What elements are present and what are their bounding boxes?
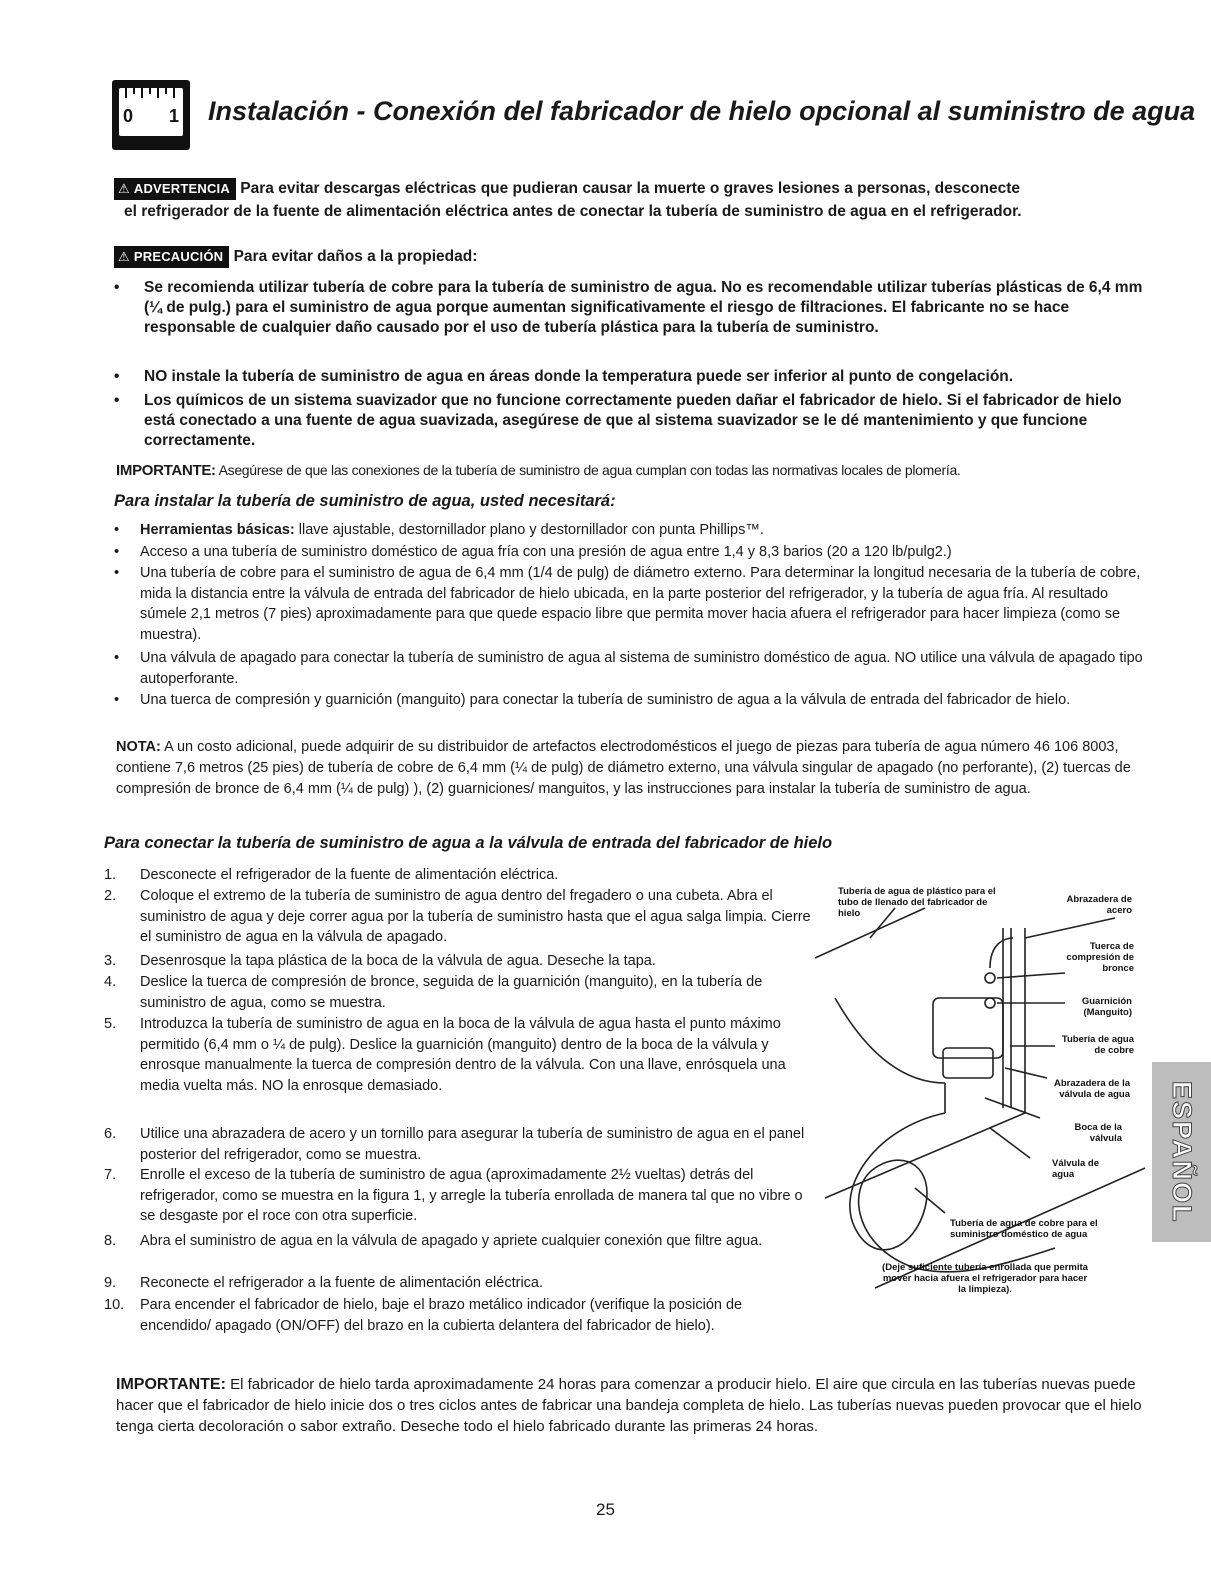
step-item: 9. Reconecte el refrigerador a la fuente de alimentación eléctrica. — [104, 1275, 544, 1291]
section-heading-materials: Para instalar la tubería de suministro de agua, usted necesitará: — [114, 492, 616, 510]
diagram-label-copper-tube: Tubería de agua de cobre — [1061, 1034, 1134, 1056]
diagram-label-house-supply: Tubería de agua de cobre para el suministro doméstico de agua — [950, 1218, 1098, 1240]
step-item: 4. Deslice la tuerca de compresión de bronce, seguida de la guarnición (manguito), en la tubería de suministro de agua, como se muestra. — [104, 974, 763, 1011]
ruler-zero: 0 — [123, 106, 134, 126]
step-item: 1. Desconecte el refrigerador de la fuente de alimentación eléctrica. — [104, 867, 559, 883]
ruler-one: 1 — [169, 106, 180, 126]
step-item: 3. Desenrosque la tapa plástica de la boca de la válvula de agua. Deseche la tapa. — [104, 953, 656, 969]
language-tab — [1152, 1062, 1211, 1242]
step-item: 2. Coloque el extremo de la tubería de suministro de agua dentro del fregadero o una cubeta. Abra el suministro de agua y deje correr agua por la tubería de suministro hasta que el agua salga limpia. Cierre el suministro de agua en la válvula de apagado. — [104, 888, 811, 946]
step-item: 10. Para encender el fabricador de hielo, baje el brazo metálico indicador (verifique la posición de encendido/ apagado (ON/OFF) del brazo en la cubierta delantera del fabricador de hielo). — [104, 1297, 743, 1334]
importante-note-bottom: IMPORTANTE: El fabricador de hielo tarda aproximadamente 24 horas para comenzar a producir hielo. El aire que circula en las tuberías nuevas puede hacer que el fabricador de hielo inicie dos o tres ciclos antes de fabricar una bandeja completa de hielo. Las tuberías nuevas pueden provocar que el hielo tenga cierta decoloración o sabor extraño. Deseche todo el hielo fabricado durante las primeras 24 horas. — [116, 1376, 1142, 1435]
step-item: 6. Utilice una abrazadera de acero y un tornillo para asegurar la tubería de suministro de agua en el panel posterior del refrigerador, como se muestra. — [104, 1126, 805, 1163]
diagram-label-steel-clamp: Abrazadera de acero — [1066, 894, 1132, 916]
nota-block: NOTA: A un costo adicional, puede adquirir de su distribuidor de artefactos electrodomésticos el juego de piezas para tubería de agua número 46 106 8003, contiene 7,6 metros (25 pies) de tubería de cobre de 6,4 mm (¼ de pulg) de diámetro externo, una válvula singular de apagado (no perforante), (2) tuercas de compresión de bronce de 6,4 mm (¼ de pulg) ), (2) guarniciones/ manguitos, y las instrucciones para instalar la tubería de suministro de agua. — [116, 739, 1131, 797]
step-item: 5. Introduzca la tubería de suministro de agua en la boca de la válvula de agua hasta el punto máximo permitido (6,4 mm o ¼ de pulg). Deslice la guarnición (manguito) dentro de la boca de la válvula y enrosque manualmente la tuerca de compresión dentro de la válvula. Con una llave, enrósquela una media vuelta más. NO la enrosque demasiado. — [104, 1016, 786, 1094]
warning-badge: ⚠ ADVERTENCIA — [114, 178, 236, 200]
caution-item: • Los químicos de un sistema suavizador que no funcione correctamente pueden dañar el fabricador de hielo. Si el fabricador de hielo está conectado a una fuente de agua suavizada, asegúrese de que al sistema suavizador se le dé mantenimiento y que funcione correctamente. — [114, 392, 1122, 449]
diagram-label-plastic-tube: Tubería de agua de plástico para el tubo de llenado del fabricador de hielo — [838, 886, 996, 919]
diagram-label-valve-inlet: Boca de la válvula — [1074, 1122, 1122, 1144]
importante-note: IMPORTANTE: Asegúrese de que las conexiones de la tubería de suministro de agua cumplan con todas las normativas locales de plomería. — [116, 462, 961, 479]
caution-item: • NO instale la tubería de suministro de agua en áreas donde la temperatura puede ser inferior al punto de congelación. — [114, 368, 1014, 385]
warning-triangle-icon: ⚠ — [118, 181, 130, 196]
warning-line-2: el refrigerador de la fuente de alimentación eléctrica antes de conectar la tubería de suministro de agua en el refrigerador. — [124, 203, 1022, 220]
step-item: 8. Abra el suministro de agua en la válvula de apagado y apriete cualquier conexión que filtre agua. — [104, 1233, 763, 1249]
page-title: Instalación - Conexión del fabricador de hielo opcional al suministro de agua — [208, 96, 1196, 126]
caution-triangle-icon: ⚠ — [118, 249, 130, 264]
page-number: 25 — [596, 1500, 615, 1519]
diagram-label-compression-nut: Tuerca de compresión de bronce — [1066, 941, 1134, 974]
diagram-label-ferrule: Guarnición (Manguito) — [1081, 996, 1132, 1018]
materials-item: • Una tubería de cobre para el suministro de agua de 6,4 mm (1/4 de pulg) de diámetro externo. Para determinar la longitud necesaria de la tubería de cobre, mida la distancia entre la válvula de entrada del fabricador de hielo ubicada, en la parte posterior del refrigerador, y la tubería de agua fría. Al resultado súmele 2,1 metros (7 pies) aproximadamente para que quede espacio libre que permita mover hacia afuera el refrigerador para hacer limpieza (como se muestra). — [114, 565, 1141, 643]
step-item: 7. Enrolle el exceso de la tubería de suministro de agua (aproximadamente 2½ vueltas) detrás del refrigerador, como se muestra en la figura 1, y arregle la tubería enrollada de manera tal que no vibre o se desgaste por el roce con otra superficie. — [104, 1167, 803, 1225]
warning-line-1: Para evitar descargas eléctricas que pudieran causar la muerte o graves lesiones a personas, desconecte — [240, 180, 1020, 198]
diagram-label-valve-clamp: Abrazadera de la válvula de agua — [1053, 1078, 1130, 1100]
materials-item: • Una válvula de apagado para conectar la tubería de suministro de agua al sistema de suministro doméstico de agua. NO utilice una válvula de apagado tipo autoperforante. — [114, 650, 1143, 687]
diagram-label-water-valve: Válvula de agua — [1052, 1158, 1099, 1180]
caution-badge: ⚠ PRECAUCIÓN — [114, 246, 229, 268]
diagram-label-loop-note: (Deje suficiente tubería enrollada que permita mover hacia afuera el refrigerador para hacer la limpieza). — [882, 1262, 1088, 1295]
caution-heading: Para evitar daños a la propiedad: — [233, 248, 478, 266]
ruler-icon — [112, 80, 190, 150]
materials-item: • Una tuerca de compresión y guarnición (manguito) para conectar la tubería de suministro de agua a la válvula de entrada del fabricador de hielo. — [114, 692, 1071, 708]
materials-item: • Herramientas básicas: llave ajustable, destornillador plano y destornillador con punta Phillips™. — [114, 522, 764, 538]
caution-item: • Se recomienda utilizar tubería de cobre para la tubería de suministro de agua. No es recomendable utilizar tuberías plásticas de 6,4 mm (¼ de pulg.) para el suministro de agua porque aumentan significativamente el riesgo de filtraciones. El fabricante no se hace responsable de cualquier daño causado por el uso de tubería plástica para la tubería de suministro. — [114, 279, 1143, 336]
language-tab-label: ESPAÑOL — [1167, 1080, 1197, 1224]
caution-block — [114, 246, 1164, 268]
materials-item: • Acceso a una tubería de suministro doméstico de agua fría con una presión de agua entre 1,4 y 8,3 barios (20 a 120 lb/pulg2.) — [114, 544, 952, 560]
section-heading-connect: Para conectar la tubería de suministro de agua a la válvula de entrada del fabricador de hielo — [104, 834, 833, 852]
warning-block — [114, 178, 1164, 221]
